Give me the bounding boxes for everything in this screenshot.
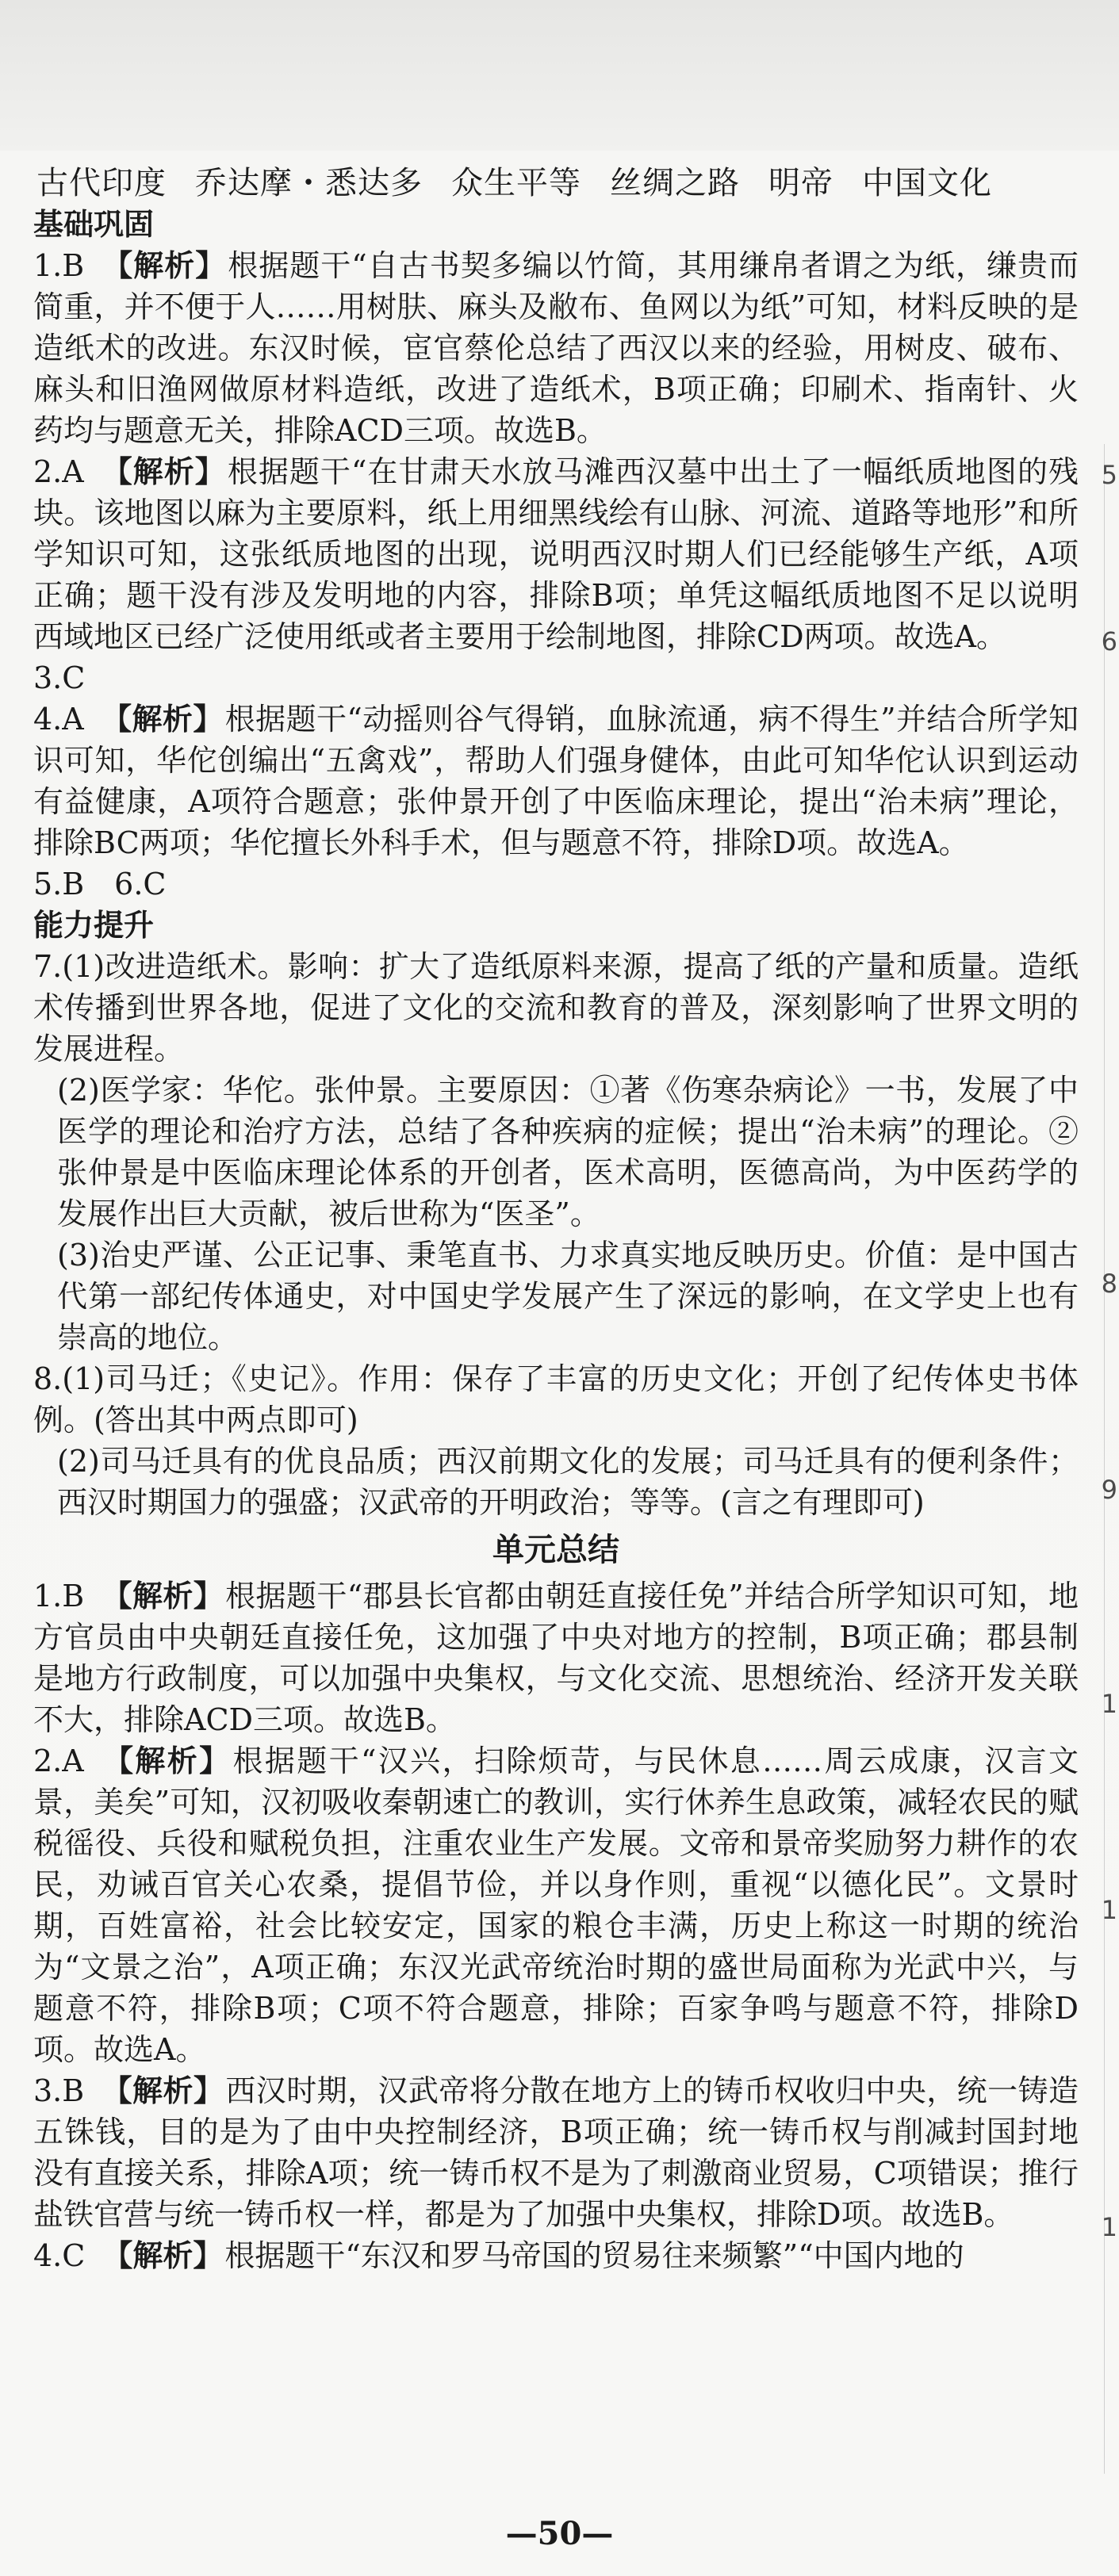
analysis-tag: 【解析】 — [102, 1579, 224, 1613]
answer-text: 根据题干“汉兴，扫除烦苛，与民休息……周云成康，汉言文景，美矣”可知，汉初吸收秦朝速亡的教训，实行休养生息政策，减轻农民的赋税徭役、兵役和赋税负担，注重农业生产发展。文帝和景帝奖励努力耕作的农民，劝诫百官关心农桑，提倡节俭，并以身作则，重视“以德化民”。文景时期，百姓富裕，社会比较安定，国家的粮仓丰满，历史上称这一时期的统治为“文景之治”，A项正确；东汉光武帝统治时期的盛世局面称为光武中兴，与题意不符，排除B项；C项不符合题意，排除；百家争鸣与题意不符，排除D项。故选A。 — [33, 1743, 1079, 2067]
answer-item — [33, 1358, 1079, 1523]
top-shadow — [0, 0, 1119, 151]
answer-item — [33, 2235, 1079, 2276]
answer-item — [33, 946, 1079, 1358]
answer-part: (1)改进造纸术。影响：扩大了造纸原料来源，提高了纸的产量和质量。造纸术传播到世界各地，促进了文化的交流和教育的普及，深刻影响了世界文明的发展进程。 — [33, 949, 1079, 1066]
answer-item — [33, 699, 1079, 863]
answer-number: 1.B — [33, 248, 85, 283]
answer-number: 2.A — [33, 454, 84, 489]
analysis-tag: 【解析】 — [102, 248, 227, 283]
analysis-tag: 【解析】 — [102, 2238, 224, 2273]
keyword: 古代印度 — [36, 165, 167, 201]
answer-number: 4.A — [33, 702, 84, 737]
margin-mark: 1 — [1101, 2212, 1117, 2242]
answer-text: 根据题干“自古书契多编以竹简，其用缣帛者谓之为纸，缣贵而简重，并不便于人……用树肤、麻头及敝布、鱼网以为纸”可知，材料反映的是造纸术的改进。东汉时候，宦官蔡伦总结了西汉以来的经验，用树皮、破布、麻头和旧渔网做原材料造纸，改进了造纸术，B项正确；印刷术、指南针、火药均与题意无关，排除ACD三项。故选B。 — [33, 248, 1079, 448]
unit-summary-title: 单元总结 — [492, 1532, 619, 1568]
keyword: 丝绸之路 — [610, 165, 740, 201]
answer-number: 3.C — [33, 660, 86, 695]
answer-text: 西汉时期，汉武帝将分散在地方上的铸币权收归中央，统一铸造五铢钱，目的是为了由中央控制经济，B项正确；统一铸币权与削减封国封地没有直接关系，排除A项；统一铸币权不是为了刺激商业贸易，C项错误；推行盐铁官营与统一铸币权一样，都是为了加强中央集权，排除D项。故选B。 — [33, 2073, 1079, 2232]
answer-text: 根据题干“东汉和罗马帝国的贸易往来频繁”“中国内地的 — [224, 2238, 964, 2273]
answer-item — [33, 863, 1079, 905]
margin-mark: 1 — [1101, 1895, 1117, 1925]
margin-mark: 1 — [1101, 1689, 1117, 1719]
keyword-line — [36, 163, 1079, 204]
answer-text: 根据题干“动摇则谷气得销，血脉流通，病不得生”并结合所学知识可知，华佗创编出“五禽戏”，帮助人们强身健体，由此可知华佗认识到运动有益健康，A项符合题意；张仲景开创了中医临床理论，提出“治未病”理论，排除BC两项；华佗擅长外科手术，但与题意不符，排除D项。故选A。 — [33, 702, 1079, 860]
analysis-tag: 【解析】 — [101, 454, 226, 489]
answer-text: 根据题干“在甘肃天水放马滩西汉墓中出土了一幅纸质地图的残块。该地图以麻为主要原料，纸上用细黑线绘有山脉、河流、道路等地形”和所学知识可知，这张纸质地图的出现，说明西汉时期人们已经能够生产纸，A项正确；题干没有涉及发明地的内容，排除B项；单凭这幅纸质地图不足以说明西域地区已经广泛使用纸或者主要用于绘制地图，排除CD两项。故选A。 — [33, 454, 1079, 654]
answer-part: (1)司马迁；《史记》。作用：保存了丰富的历史文化；开创了纪传体史书体例。(答出其中两点即可) — [33, 1361, 1079, 1437]
answer-text: 根据题干“郡县长官都由朝廷直接任免”并结合所学知识可知，地方官员由中央朝廷直接任免，这加强了中央对地方的控制，B项正确；郡县制是地方行政制度，可以加强中央集权，与文化交流、思想统治、经济开发关联不大，排除ACD三项。故选B。 — [33, 1579, 1079, 1737]
answer-part: (3)治史严谨、公正记事、秉笔直书、力求真实地反映历史。价值：是中国古代第一部纪传体通史，对中国史学发展产生了深远的影响，在文学史上也有崇高的地位。 — [57, 1238, 1079, 1355]
answer-item — [33, 245, 1079, 451]
analysis-tag: 【解析】 — [101, 1743, 232, 1778]
section-heading-ability: 能力提升 — [33, 908, 155, 943]
page-number-value: 50 — [537, 2515, 582, 2552]
answer-number: 1.B — [33, 1579, 85, 1613]
answer-number: 8. — [33, 1361, 63, 1396]
answer-part: (2)医学家：华佗。张仲景。主要原因：①著《伤寒杂病论》一书，发展了中医学的理论和治疗方法，总结了各种疾病的症候；提出“治未病”的理论。②张仲景是中医临床理论体系的开创者，医术高明，医德高尚，为中医药学的发展作出巨大贡献，被后世称为“医圣”。 — [57, 1073, 1079, 1231]
answer-number: 7. — [33, 949, 63, 984]
keyword: 中国文化 — [862, 165, 992, 201]
answer-number: 3.B — [33, 2073, 85, 2108]
answer-number: 4.C — [33, 2238, 86, 2273]
answer-item — [33, 1740, 1079, 2070]
answer-item — [33, 451, 1079, 657]
analysis-tag: 【解析】 — [101, 702, 224, 737]
answer-item — [33, 1575, 1079, 1740]
margin-mark: 9 — [1101, 1475, 1117, 1505]
answer-number: 2.A — [33, 1743, 84, 1778]
keyword: 明帝 — [768, 165, 834, 201]
answer-number: 5.B 6.C — [33, 867, 167, 901]
margin-mark: 6 — [1101, 626, 1117, 656]
answer-item — [33, 657, 1079, 699]
section-heading-basic: 基础巩固 — [33, 207, 155, 242]
keyword: 众生平等 — [451, 165, 581, 201]
analysis-tag: 【解析】 — [102, 2073, 224, 2108]
answer-item — [33, 2070, 1079, 2235]
margin-mark: 8 — [1101, 1269, 1117, 1299]
keyword: 乔达摩・悉达多 — [195, 165, 423, 201]
page-number: —50— — [505, 2515, 614, 2552]
right-margin-rule — [1104, 444, 1105, 2474]
answer-part: (2)司马迁具有的优良品质；西汉前期文化的发展；司马迁具有的便利条件；西汉时期国力的强盛；汉武帝的开明政治；等等。(言之有理即可) — [57, 1444, 1079, 1520]
answer-content — [33, 163, 1079, 2276]
margin-mark: 5 — [1101, 460, 1117, 490]
